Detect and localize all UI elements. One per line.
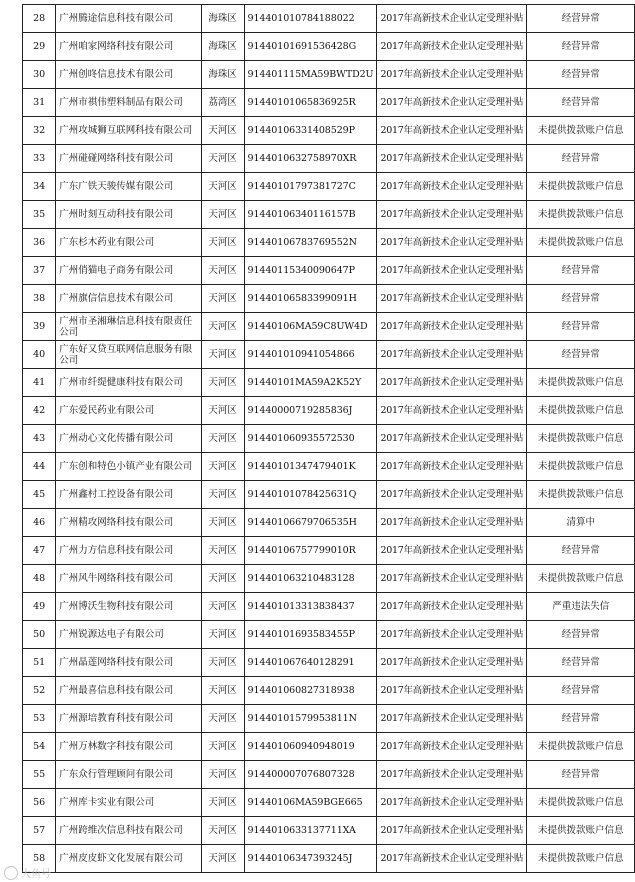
table-row [23,817,635,845]
district-cell: 天河区 [201,537,244,565]
company-name-cell: 广东众行管理顾问有限公司 [56,761,202,789]
subsidy-item-cell: 2017年高新技术企业认定受理补贴 [377,285,527,313]
row-number-cell: 47 [23,537,56,565]
district-cell: 天河区 [201,229,244,257]
table-row [23,369,635,397]
company-name-cell: 广东杉木药业有限公司 [56,229,202,257]
row-number-cell: 55 [23,761,56,789]
row-number-cell: 32 [23,117,56,145]
district-cell: 天河区 [201,761,244,789]
subsidy-item-cell: 2017年高新技术企业认定受理补贴 [377,649,527,677]
row-number-cell: 28 [23,5,56,33]
credit-code-cell: 91440101MA59A2K52Y [244,369,377,397]
district-cell: 海珠区 [201,33,244,61]
subsidy-table [22,4,635,873]
subsidy-item-cell: 2017年高新技术企业认定受理补贴 [377,845,527,873]
company-name-cell: 广州皮皮虾文化发展有限公司 [56,845,202,873]
table-row [23,789,635,817]
row-number-cell: 56 [23,789,56,817]
row-number-cell: 53 [23,705,56,733]
subsidy-item-cell: 2017年高新技术企业认定受理补贴 [377,397,527,425]
district-cell: 天河区 [201,453,244,481]
table-row [23,453,635,481]
credit-code-cell: 91440106331377​11XA [244,817,377,845]
status-cell: 经营异常 [527,89,635,117]
district-cell: 天河区 [201,257,244,285]
district-cell: 天河区 [201,117,244,145]
credit-code-cell: 914401060940948019 [244,733,377,761]
company-name-cell: 广州时刻互动科技有限公司 [56,201,202,229]
table-row [23,509,635,537]
status-cell: 经营异常 [527,341,635,369]
credit-code-cell: 914401063210483128 [244,565,377,593]
credit-code-cell: 914401060935572530 [244,425,377,453]
table-row [23,285,635,313]
district-cell: 天河区 [201,789,244,817]
status-cell: 未提供拨款账户信息 [527,789,635,817]
credit-code-cell: 91440106757799010R [244,537,377,565]
subsidy-item-cell: 2017年高新技术企业认定受理补贴 [377,789,527,817]
company-name-cell: 广州碰碰网络科技有限公司 [56,145,202,173]
company-name-cell: 广州精攻网络科技有限公司 [56,509,202,537]
credit-code-cell: 91440106679706535H [244,509,377,537]
table-row [23,481,635,509]
credit-code-cell: 91440101691536428G [244,33,377,61]
status-cell: 经营异常 [527,33,635,61]
status-cell: 经营异常 [527,257,635,285]
district-cell: 荔湾区 [201,89,244,117]
watermark-logo-icon [4,866,18,880]
company-name-cell: 广州攻城狮互联网科技有限公司 [56,117,202,145]
status-cell: 经营异常 [527,621,635,649]
row-number-cell: 36 [23,229,56,257]
district-cell: 天河区 [201,705,244,733]
company-name-cell: 广东广铁天骏传媒有限公司 [56,173,202,201]
subsidy-item-cell: 2017年高新技术企业认定受理补贴 [377,817,527,845]
row-number-cell: 57 [23,817,56,845]
company-name-cell: 广州腾途信息科技有限公司 [56,5,202,33]
credit-code-cell: 914401013313838437 [244,593,377,621]
table-row [23,173,635,201]
credit-code-cell: 91440106583399091H [244,285,377,313]
status-cell: 经营异常 [527,145,635,173]
watermark [4,865,51,880]
subsidy-item-cell: 2017年高新技术企业认定受理补贴 [377,453,527,481]
table-body [23,5,635,873]
row-number-cell: 52 [23,677,56,705]
status-cell: 未提供拨款账户信息 [527,817,635,845]
subsidy-item-cell: 2017年高新技术企业认定受理补贴 [377,201,527,229]
subsidy-item-cell: 2017年高新技术企业认定受理补贴 [377,593,527,621]
company-name-cell: 广东爱民药业有限公司 [56,397,202,425]
credit-code-cell: 914401010941054866 [244,341,377,369]
table-row [23,761,635,789]
subsidy-item-cell: 2017年高新技术企业认定受理补贴 [377,89,527,117]
row-number-cell: 49 [23,593,56,621]
subsidy-item-cell: 2017年高新技术企业认定受理补贴 [377,313,527,341]
row-number-cell: 54 [23,733,56,761]
district-cell: 海珠区 [201,5,244,33]
subsidy-item-cell: 2017年高新技术企业认定受理补贴 [377,537,527,565]
company-name-cell: 广州风牛网络科技有限公司 [56,565,202,593]
district-cell: 天河区 [201,145,244,173]
table-row [23,229,635,257]
credit-code-cell: 91440101078425631Q [244,481,377,509]
credit-code-cell: 914401060827318938 [244,677,377,705]
credit-code-cell: 91440106783769552N [244,229,377,257]
subsidy-item-cell: 2017年高新技术企业认定受理补贴 [377,369,527,397]
status-cell: 未提供拨款账户信息 [527,481,635,509]
credit-code-cell: 91440106331408529P [244,117,377,145]
credit-code-cell: 91440106347393245J [244,845,377,873]
credit-code-cell: 91440106340116157B [244,201,377,229]
table-row [23,117,635,145]
row-number-cell: 50 [23,621,56,649]
credit-code-cell: 914401067640128291 [244,649,377,677]
company-name-cell: 广州鑫村工控设备有限公司 [56,481,202,509]
table-row [23,705,635,733]
company-name-cell: 广州俏猫电子商务有限公司 [56,257,202,285]
row-number-cell: 34 [23,173,56,201]
row-number-cell: 35 [23,201,56,229]
row-number-cell: 48 [23,565,56,593]
subsidy-item-cell: 2017年高新技术企业认定受理补贴 [377,509,527,537]
row-number-cell: 43 [23,425,56,453]
status-cell: 经营异常 [527,677,635,705]
table-row [23,649,635,677]
district-cell: 天河区 [201,397,244,425]
credit-code-cell: 91440101693583455P [244,621,377,649]
district-cell: 天河区 [201,313,244,341]
district-cell: 天河区 [201,369,244,397]
subsidy-item-cell: 2017年高新技术企业认定受理补贴 [377,565,527,593]
credit-code-cell: 914400007076807328 [244,761,377,789]
watermark-text: 大鱼号 [21,869,51,880]
table-row [23,593,635,621]
company-name-cell: 广州市纤缇健康科技有限公司 [56,369,202,397]
company-name-cell: 广州万林数字科技有限公司 [56,733,202,761]
row-number-cell: 37 [23,257,56,285]
district-cell: 天河区 [201,285,244,313]
row-number-cell: 41 [23,369,56,397]
subsidy-item-cell: 2017年高新技术企业认定受理补贴 [377,117,527,145]
table-row [23,565,635,593]
credit-code-cell: 914401115MA59BWTD2U [244,61,377,89]
company-name-cell: 广州咱家网络科技有限公司 [56,33,202,61]
district-cell: 天河区 [201,677,244,705]
district-cell: 天河区 [201,733,244,761]
table-row [23,537,635,565]
status-cell: 经营异常 [527,313,635,341]
row-number-cell: 51 [23,649,56,677]
table-row [23,33,635,61]
row-number-cell: 30 [23,61,56,89]
district-cell: 天河区 [201,593,244,621]
company-name-cell: 广东创和特色小镇产业有限公司 [56,453,202,481]
company-name-cell: 广州跨维次信息科技有限公司 [56,817,202,845]
district-cell: 天河区 [201,509,244,537]
status-cell: 经营异常 [527,705,635,733]
subsidy-item-cell: 2017年高新技术企业认定受理补贴 [377,761,527,789]
company-name-cell: 广州市圣湘琳信息科技有限责任公司 [56,313,202,341]
status-cell: 未提供拨款账户信息 [527,201,635,229]
district-cell: 天河区 [201,201,244,229]
table-row [23,677,635,705]
table-row [23,621,635,649]
credit-code-cell: 91440106MA59BGE665 [244,789,377,817]
row-number-cell: 42 [23,397,56,425]
subsidy-item-cell: 2017年高新技术企业认定受理补贴 [377,677,527,705]
status-cell: 经营异常 [527,285,635,313]
credit-code-cell: 91440101797381727C [244,173,377,201]
company-name-cell: 广州博沃生物科技有限公司 [56,593,202,621]
table-row [23,341,635,369]
table-row [23,89,635,117]
credit-code-cell: 91440106MA59C8UW4D [244,313,377,341]
credit-code-cell: 91440101347479401K [244,453,377,481]
table-row [23,313,635,341]
credit-code-cell: 91440101579953811N [244,705,377,733]
status-cell: 经营异常 [527,649,635,677]
status-cell: 经营异常 [527,5,635,33]
status-cell: 经营异常 [527,761,635,789]
row-number-cell: 44 [23,453,56,481]
status-cell: 未提供拨款账户信息 [527,369,635,397]
subsidy-item-cell: 2017年高新技术企业认定受理补贴 [377,481,527,509]
table-row [23,845,635,873]
company-name-cell: 广东好又贷互联网信息服务有限公司 [56,341,202,369]
subsidy-item-cell: 2017年高新技术企业认定受理补贴 [377,229,527,257]
company-name-cell: 广州旗信信息技术有限公司 [56,285,202,313]
row-number-cell: 58 [23,845,56,873]
company-name-cell: 广州晶莲网络科技有限公司 [56,649,202,677]
status-cell: 严重违法失信 [527,593,635,621]
district-cell: 天河区 [201,341,244,369]
subsidy-item-cell: 2017年高新技术企业认定受理补贴 [377,145,527,173]
subsidy-item-cell: 2017年高新技术企业认定受理补贴 [377,257,527,285]
subsidy-item-cell: 2017年高新技术企业认定受理补贴 [377,733,527,761]
company-name-cell: 广州锐源达电子有限公司 [56,621,202,649]
subsidy-item-cell: 2017年高新技术企业认定受理补贴 [377,5,527,33]
company-name-cell: 广州源培教育科技有限公司 [56,705,202,733]
district-cell: 天河区 [201,817,244,845]
table-row [23,425,635,453]
credit-code-cell: 91440106327589​70XR [244,145,377,173]
row-number-cell: 40 [23,341,56,369]
status-cell: 经营异常 [527,537,635,565]
table-row [23,397,635,425]
company-name-cell: 广州市祺伟塑料制品有限公司 [56,89,202,117]
subsidy-item-cell: 2017年高新技术企业认定受理补贴 [377,425,527,453]
status-cell: 未提供拨款账户信息 [527,453,635,481]
company-name-cell: 广州力方信息科技有限公司 [56,537,202,565]
table-row [23,61,635,89]
district-cell: 天河区 [201,481,244,509]
status-cell: 未提供拨款账户信息 [527,845,635,873]
district-cell: 天河区 [201,649,244,677]
status-cell: 经营异常 [527,61,635,89]
row-number-cell: 33 [23,145,56,173]
status-cell: 未提供拨款账户信息 [527,397,635,425]
district-cell: 天河区 [201,845,244,873]
district-cell: 天河区 [201,425,244,453]
status-cell: 清算中 [527,509,635,537]
company-name-cell: 广州最喜信息科技有限公司 [56,677,202,705]
district-cell: 天河区 [201,173,244,201]
table-row [23,145,635,173]
company-name-cell: 广州动心文化传播有限公司 [56,425,202,453]
status-cell: 未提供拨款账户信息 [527,117,635,145]
company-name-cell: 广州创咚信息技术有限公司 [56,61,202,89]
status-cell: 未提供拨款账户信息 [527,173,635,201]
table-row [23,257,635,285]
district-cell: 天河区 [201,565,244,593]
table-row [23,5,635,33]
row-number-cell: 38 [23,285,56,313]
status-cell: 未提供拨款账户信息 [527,733,635,761]
company-name-cell: 广州库卡实业有限公司 [56,789,202,817]
credit-code-cell: 914401010784188022 [244,5,377,33]
status-cell: 未提供拨款账户信息 [527,229,635,257]
subsidy-item-cell: 2017年高新技术企业认定受理补贴 [377,33,527,61]
row-number-cell: 31 [23,89,56,117]
district-cell: 海珠区 [201,61,244,89]
credit-code-cell: 91440115340090647P [244,257,377,285]
row-number-cell: 45 [23,481,56,509]
row-number-cell: 39 [23,313,56,341]
status-cell: 未提供拨款账户信息 [527,425,635,453]
subsidy-item-cell: 2017年高新技术企业认定受理补贴 [377,621,527,649]
status-cell: 未提供拨款账户信息 [527,565,635,593]
subsidy-item-cell: 2017年高新技术企业认定受理补贴 [377,61,527,89]
subsidy-item-cell: 2017年高新技术企业认定受理补贴 [377,341,527,369]
table-row [23,201,635,229]
subsidy-item-cell: 2017年高新技术企业认定受理补贴 [377,705,527,733]
row-number-cell: 29 [23,33,56,61]
credit-code-cell: 91440101065836925R [244,89,377,117]
row-number-cell: 46 [23,509,56,537]
table-row [23,733,635,761]
credit-code-cell: 91440000719285836J [244,397,377,425]
subsidy-item-cell: 2017年高新技术企业认定受理补贴 [377,173,527,201]
district-cell: 天河区 [201,621,244,649]
